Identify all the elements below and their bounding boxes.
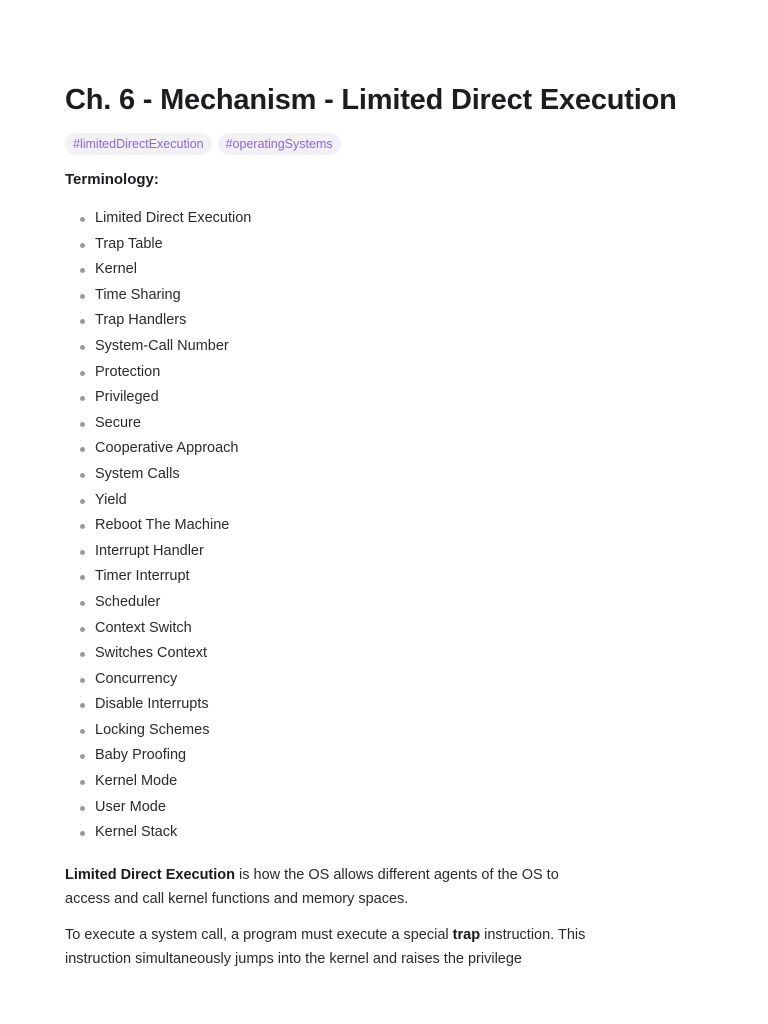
bullet-icon: [80, 396, 85, 401]
list-item-label: Kernel Stack: [95, 824, 178, 841]
list-item: [65, 616, 705, 642]
paragraph-limited-direct-execution: [65, 863, 595, 911]
terminology-list: [65, 206, 705, 846]
bullet-icon: [80, 831, 85, 836]
list-item: [65, 462, 705, 488]
list-item-label: User Mode: [95, 798, 166, 815]
list-item-label: Interrupt Handler: [95, 542, 204, 559]
list-item: [65, 283, 705, 309]
list-item: [65, 795, 705, 821]
bullet-icon: [80, 652, 85, 657]
bullet-icon: [80, 243, 85, 248]
terminology-heading: Terminology:: [65, 171, 159, 188]
bold-term: Limited Direct Execution: [65, 866, 236, 883]
bullet-icon: [80, 754, 85, 759]
list-item-label: Disable Interrupts: [95, 696, 209, 713]
bullet-icon: [80, 294, 85, 299]
list-item-label: Protection: [95, 363, 161, 380]
list-item-label: Cooperative Approach: [95, 440, 239, 457]
bullet-icon: [80, 345, 85, 350]
list-item: [65, 257, 705, 283]
bold-term: trap: [452, 926, 481, 943]
bullet-icon: [80, 729, 85, 734]
tag-limited-direct-execution[interactable]: #limitedDirectExecution: [65, 133, 212, 155]
list-item-label: Time Sharing: [95, 286, 181, 303]
bullet-icon: [80, 780, 85, 785]
list-item-label: Yield: [95, 491, 127, 508]
list-item: [65, 769, 705, 795]
bullet-icon: [80, 703, 85, 708]
bullet-icon: [80, 550, 85, 555]
note-page: [65, 82, 705, 971]
list-item-label: Context Switch: [95, 619, 192, 636]
bullet-icon: [80, 524, 85, 529]
page-title: Ch. 6 - Mechanism - Limited Direct Execution: [65, 84, 677, 116]
tag-operating-systems[interactable]: #operatingSystems: [218, 133, 341, 155]
bullet-icon: [80, 268, 85, 273]
bullet-icon: [80, 627, 85, 632]
bullet-icon: [80, 217, 85, 222]
list-item: [65, 232, 705, 258]
list-item: [65, 513, 705, 539]
list-item: [65, 334, 705, 360]
list-item: [65, 360, 705, 386]
list-item: [65, 692, 705, 718]
list-item-label: System Calls: [95, 465, 180, 482]
bullet-icon: [80, 678, 85, 683]
list-item: [65, 539, 705, 565]
list-item: [65, 488, 705, 514]
list-item: [65, 820, 705, 846]
list-item: [65, 206, 705, 232]
list-item: [65, 308, 705, 334]
list-item-label: Privileged: [95, 389, 159, 406]
bullet-icon: [80, 319, 85, 324]
list-item-label: Timer Interrupt: [95, 568, 190, 585]
bullet-icon: [80, 575, 85, 580]
list-item: [65, 411, 705, 437]
bullet-icon: [80, 473, 85, 478]
list-item-label: System-Call Number: [95, 337, 229, 354]
list-item-label: Trap Handlers: [95, 312, 187, 329]
list-item: [65, 436, 705, 462]
bullet-icon: [80, 499, 85, 504]
bullet-icon: [80, 601, 85, 606]
bullet-icon: [80, 447, 85, 452]
list-item-label: Switches Context: [95, 645, 208, 662]
tag-list: [65, 133, 705, 155]
list-item: [65, 641, 705, 667]
list-item: [65, 564, 705, 590]
list-item-label: Kernel Mode: [95, 773, 178, 790]
bullet-icon: [80, 806, 85, 811]
bullet-icon: [80, 422, 85, 427]
list-item-label: Limited Direct Execution: [95, 210, 252, 226]
paragraph-system-call: [65, 923, 595, 971]
list-item: [65, 590, 705, 616]
list-item: [65, 667, 705, 693]
list-item: [65, 385, 705, 411]
list-item: [65, 718, 705, 744]
list-item-label: Trap Table: [95, 235, 163, 252]
list-item: [65, 743, 705, 769]
paragraph-text: instruction. This instruction simultaneously jumps into the kernel and raises the privilege: [65, 926, 586, 967]
list-item-label: Reboot The Machine: [95, 517, 230, 534]
list-item-label: Kernel: [95, 261, 137, 278]
bullet-icon: [80, 371, 85, 376]
list-item-label: Concurrency: [95, 670, 178, 687]
list-item-label: Secure: [95, 414, 141, 431]
list-item-label: Scheduler: [95, 593, 161, 610]
list-item-label: Locking Schemes: [95, 721, 210, 738]
paragraph-text: is how the OS allows different agents of the OS to access and call kernel functions and memory spaces.: [65, 866, 559, 907]
paragraph-text: To execute a system call, a program must execute a special: [65, 926, 453, 943]
list-item-label: Baby Proofing: [95, 747, 187, 764]
